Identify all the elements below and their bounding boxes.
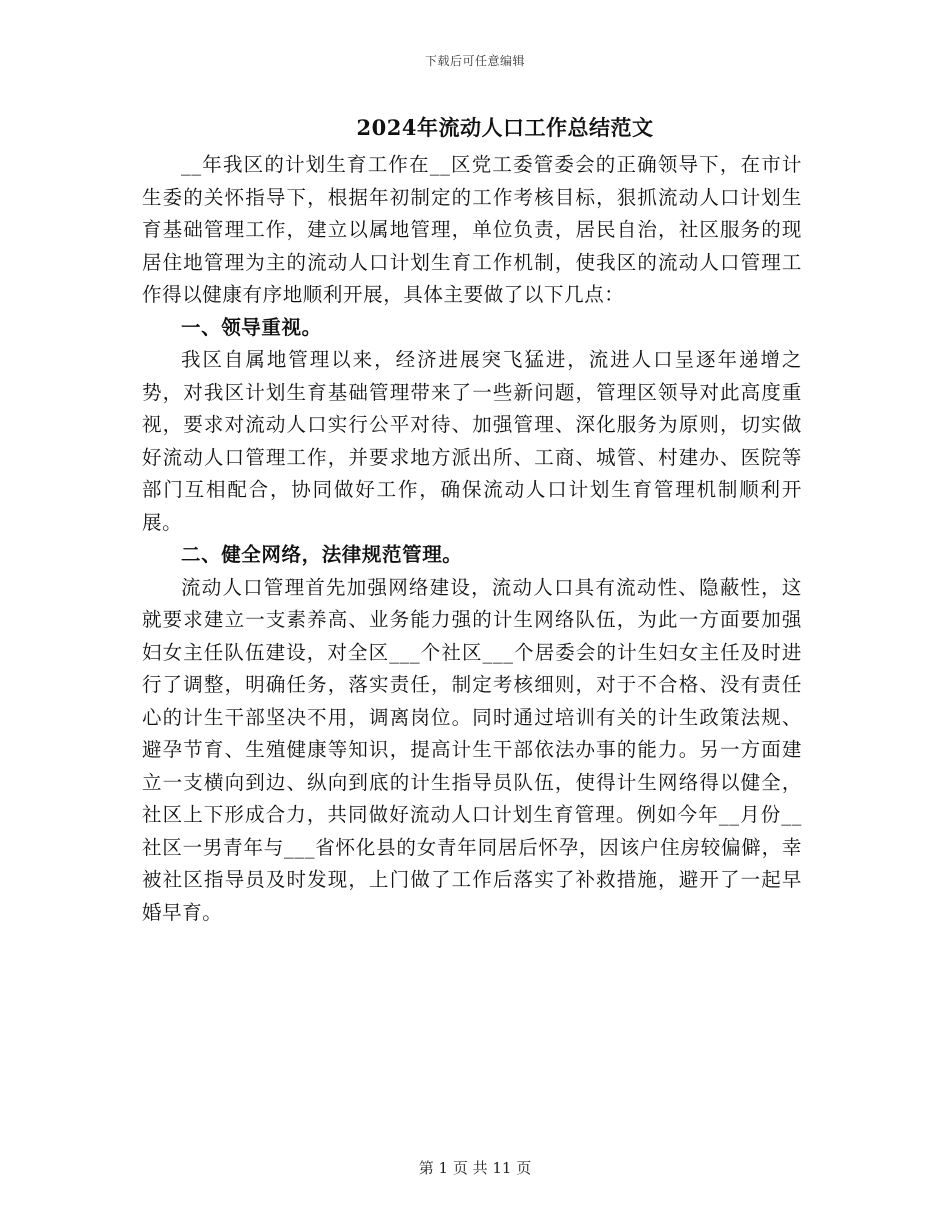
section-heading-2: 二、健全网络，法律规范管理。 — [181, 543, 463, 566]
section-heading-1: 一、领导重视。 — [181, 315, 322, 339]
document-title: 2024年流动人口工作总结范文 — [356, 115, 654, 140]
page-header: 下载后可任意编辑 — [424, 54, 525, 68]
page-number: 第 1 页 共 11 页 — [418, 1159, 532, 1177]
document-body — [142, 149, 802, 929]
paragraph-section-1: 我区自属地管理以来，经济进展突飞猛进，流进人口呈逐年递增之势，对我区计划生育基础管理带来了一些新问题，管理区领导对此高度重视，要求对流动人口实行公平对待、加强管理、深化服务为原则，切实做好流动人口管理工作，并要求地方派出所、工商、城管、村建办、医院等部门互相配合，协同做好工作，确保流动人口计划生育管理机制顺利开展。 — [142, 348, 802, 534]
paragraph-intro: __年我区的计划生育工作在__区党工委管委会的正确领导下，在市计生委的关怀指导下，根据年初制定的工作考核目标，狠抓流动人口计划生育基础管理工作，建立以属地管理，单位负责，居民自治，社区服务的现居住地管理为主的流动人口计划生育工作机制，使我区的流动人口管理工作得以健康有序地顺利开展，具体主要做了以下几点： — [142, 153, 802, 306]
paragraph-section-2: 流动人口管理首先加强网络建设，流动人口具有流动性、隐蔽性，这就要求建立一支素养高、业务能力强的计生网络队伍，为此一方面要加强妇女主任队伍建设，对全区___个社区___个居委会的计生妇女主任及时进行了调整，明确任务，落实责任，制定考核细则，对于不合格、没有责任心的计生干部坚决不用，调离岗位。同时通过培训有关的计生政策法规、避孕节育、生殖健康等知识，提高计生干部依法办事的能力。另一方面建立一支横向到边、纵向到底的计生指导员队伍，使得计生网络得以健全，社区上下形成合力，共同做好流动人口计划生育管理。例如今年__月份__社区一男青年与___省怀化县的女青年同居后怀孕，因该户住房较偏僻，幸被社区指导员及时发现，上门做了工作后落实了补救措施，避开了一起早婚早育。 — [142, 575, 802, 924]
